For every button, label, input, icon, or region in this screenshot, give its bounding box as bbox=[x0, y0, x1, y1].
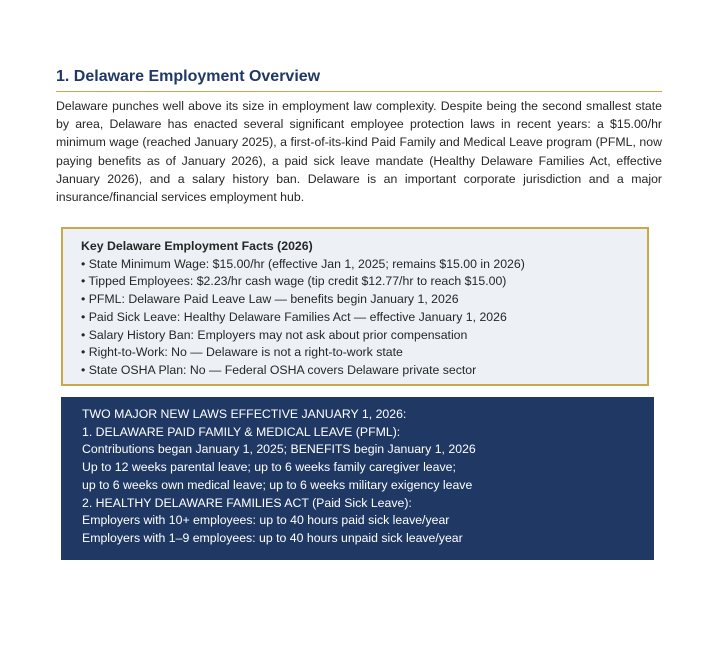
new-laws-callout bbox=[61, 397, 654, 560]
fact-right-to-work: • Right-to-Work: No — Delaware is not a right-to-work state bbox=[81, 345, 403, 360]
fact-minimum-wage: • State Minimum Wage: $15.00/hr (effective Jan 1, 2025; remains $15.00 in 2026) bbox=[81, 256, 525, 271]
pfml-heading: 1. DELAWARE PAID FAMILY & MEDICAL LEAVE (PFML): bbox=[82, 424, 401, 439]
fact-salary-history-ban: • Salary History Ban: Employers may not ask about prior compensation bbox=[81, 327, 468, 342]
fact-pfml: • PFML: Delaware Paid Leave Law — benefits begin January 1, 2026 bbox=[81, 292, 459, 307]
hdfa-large-employer-line: Employers with 10+ employees: up to 40 hours paid sick leave/year bbox=[82, 513, 450, 528]
intro-paragraph: Delaware punches well above its size in employment law complexity. Despite being the second smallest state by area, Delaware has enacted several significant employee protection laws in recent years: a $15.00/hr minimum wage (reached January 2025), a first-of-its-kind Paid Family and Medical Leave program (PFML, now paying benefits as of January 2026), a paid sick leave mandate (Healthy Delaware Families Act, effective January 2026), and a salary history ban. Delaware is an important corporate jurisdiction and a major insurance/financial services employment hub. bbox=[56, 99, 662, 205]
new-laws-heading: TWO MAJOR NEW LAWS EFFECTIVE JANUARY 1, 2026: bbox=[82, 407, 407, 421]
fact-paid-sick-leave: • Paid Sick Leave: Healthy Delaware Families Act — effective January 1, 2026 bbox=[81, 309, 507, 324]
fact-state-osha-plan: • State OSHA Plan: No — Federal OSHA covers Delaware private sector bbox=[81, 362, 477, 377]
fact-tipped-employees: • Tipped Employees: $2.23/hr cash wage (tip credit $12.77/hr to reach $15.00) bbox=[81, 274, 507, 289]
title-divider bbox=[56, 91, 662, 92]
hdfa-small-employer-line: Employers with 1–9 employees: up to 40 hours unpaid sick leave/year bbox=[82, 530, 463, 545]
key-facts-title: Key Delaware Employment Facts (2026) bbox=[81, 239, 313, 253]
key-facts-list bbox=[81, 256, 647, 380]
pfml-medical-leave-line: up to 6 weeks own medical leave; up to 6 weeks military exigency leave bbox=[82, 477, 473, 492]
key-facts-box bbox=[61, 227, 649, 386]
section-title: 1. Delaware Employment Overview bbox=[56, 68, 321, 85]
pfml-contributions-line: Contributions began January 1, 2025; BENEFITS begin January 1, 2026 bbox=[82, 442, 476, 457]
pfml-parental-leave-line: Up to 12 weeks parental leave; up to 6 weeks family caregiver leave; bbox=[82, 460, 456, 475]
hdfa-heading: 2. HEALTHY DELAWARE FAMILIES ACT (Paid Sick Leave): bbox=[82, 495, 412, 510]
